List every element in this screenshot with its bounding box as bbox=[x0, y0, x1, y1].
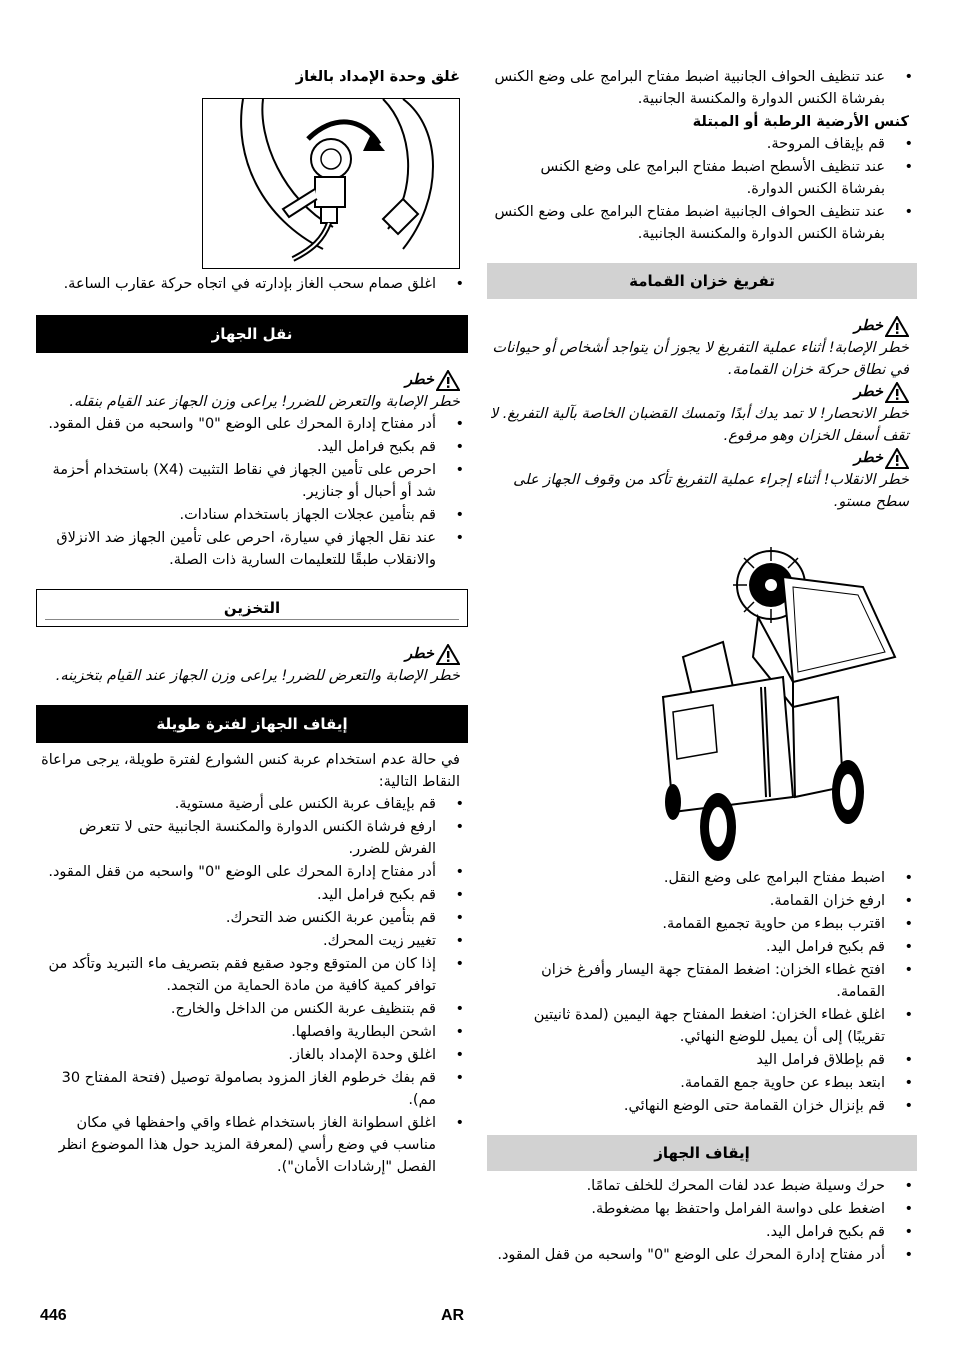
list-item: • افتح غطاء الخزان: اضغط المفتاح جهة اليسار وأفرغ خزان القمامة. bbox=[493, 959, 885, 1003]
transport-warning-title bbox=[36, 369, 468, 391]
list-item: • اشحن البطارية وافصلها. bbox=[42, 1021, 436, 1043]
gas-close-list bbox=[36, 273, 468, 295]
empty-warning-title-2 bbox=[487, 381, 917, 403]
empty-warning-text-3: خطر الانقلاب! أثناء إجراء عملية التفريغ تأكد من وقوف الجهاز على سطح مستو. bbox=[513, 472, 909, 510]
storage-warning-text: خطر الإصابة والتعرض للضرر! يراعى وزن الجهاز عند القيام بتخزينه. bbox=[55, 668, 460, 684]
language-code: AR bbox=[441, 1307, 465, 1324]
list-item: • تغيير زيت المحرك. bbox=[42, 930, 436, 952]
list-item: • قم بكبح فرامل اليد. bbox=[493, 936, 885, 958]
list-item: • قم بكبح فرامل اليد. bbox=[42, 436, 436, 458]
page-number: 446 bbox=[40, 1307, 67, 1324]
list-item: • اغلق غطاء الخزان: اضغط المفتاح جهة اليمين (لمدة ثانيتين تقريبًا) إلى أن يميل للوضع النهائي. bbox=[493, 1004, 885, 1048]
list-item: • قم بكبح فرامل اليد. bbox=[42, 884, 436, 906]
transport-section-header bbox=[36, 315, 468, 353]
warning-triangle-icon bbox=[885, 448, 909, 469]
empty-warning-title-3 bbox=[487, 447, 917, 469]
empty-warning-title-1 bbox=[487, 315, 917, 337]
warning-label: خطر bbox=[854, 450, 883, 466]
gas-valve-illustration bbox=[202, 98, 460, 269]
storage-section-header bbox=[36, 589, 468, 627]
list-item: • إذا كان من المتوقع وجود صقيع فقم بتصريف ماء التبريد وتأكد من توافر كمية كافية من مادة الحماية من التجمد. bbox=[42, 953, 436, 997]
section-title: نقل الجهاز bbox=[211, 325, 293, 343]
list-item: • قم بإطلاق فرامل اليد bbox=[493, 1049, 885, 1071]
empty-warning-text-1: خطر الإصابة! أثناء عملية التفريغ لا يجوز أن يتواجد أشخاص أو حيوانات في نطاق حركة خزان القمامة. bbox=[492, 340, 909, 378]
shutdown-list bbox=[36, 793, 468, 1178]
gas-close-title: غلق وحدة الإمداد بالغاز bbox=[295, 69, 460, 85]
list-item: • قم بإنزال خزان القمامة حتى الوضع النهائي. bbox=[493, 1095, 885, 1117]
warning-triangle-icon bbox=[885, 316, 909, 337]
empty-warning-text-2: خطر الانحصار! لا تمد يدك أبدًا وتمسك القضبان الخاصة بآلية التفريغ. لا تقف أسفل الخزان وهو مرفوع. bbox=[489, 406, 909, 444]
list-item: • حرك وسيلة ضبط عدد لفات المحرك للخلف تمامًا. bbox=[493, 1175, 885, 1197]
warning-label: خطر bbox=[854, 384, 883, 400]
list-item: • قم بإيقاف عربة الكنس على أرضية مستوية. bbox=[42, 793, 436, 815]
list-item: • عند تنظيف الحواف الجانبية اضبط مفتاح البرامج على وضع الكنس بفرشاة الكنس الدوارة والمكنسة الجانبية. bbox=[493, 66, 885, 110]
shutdown-intro: في حالة عدم استخدام عربة كنس الشوارع لفترة طويلة، يرجى مراعاة النقاط التالية: bbox=[41, 752, 460, 790]
list-item: • قم بتأمين عجلات الجهاز باستخدام سنادات. bbox=[42, 504, 436, 526]
empty-hopper-section-header bbox=[487, 263, 917, 299]
warning-label: خطر bbox=[405, 646, 434, 662]
list-item: • ارفع خزان القمامة. bbox=[493, 890, 885, 912]
list-item: • أدر مفتاح إدارة المحرك على الوضع "0" واسحبه من قفل المقود. bbox=[42, 861, 436, 883]
stop-list bbox=[487, 1175, 917, 1266]
list-item: • أدر مفتاح إدارة المحرك على الوضع "0" واسحبه من قفل المقود. bbox=[493, 1244, 885, 1266]
list-item: • عند تنظيف الحواف الجانبية اضبط مفتاح البرامج على وضع الكنس بفرشاة الكنس الدوارة والمكنسة الجانبية. bbox=[493, 201, 885, 245]
list-item: • قم بتنظيف عربة الكنس من الداخل والخارج. bbox=[42, 998, 436, 1020]
empty-hopper-list bbox=[487, 867, 917, 1117]
transport-list bbox=[36, 413, 468, 571]
warning-triangle-icon bbox=[885, 382, 909, 403]
right-column bbox=[487, 66, 917, 1267]
sweeper-illustration bbox=[643, 547, 901, 867]
list-item: • اقترب ببطء من حاوية تجميع القمامة. bbox=[493, 913, 885, 935]
warning-triangle-icon bbox=[436, 370, 460, 391]
list-item: • قم بتأمين عربة الكنس ضد التحرك. bbox=[42, 907, 436, 929]
list-item: • اغلق اسطوانة الغاز باستخدام غطاء واقي واحفظها في مكان مناسب في وضع رأسي (لمعرفة المزيد حول هذا الموضوع انظر الفصل "إرشادات الأمان"). bbox=[42, 1112, 436, 1178]
list-item: • اغلق وحدة الإمداد بالغاز. bbox=[42, 1044, 436, 1066]
wet-floor-title: كنس الأرضية الرطبة أو المبتلة bbox=[692, 114, 909, 130]
list-item: • اضغط على دواسة الفرامل واحتفظ بها مضغوطة. bbox=[493, 1198, 885, 1220]
list-item: • أدر مفتاح إدارة المحرك على الوضع "0" واسحبه من قفل المقود. bbox=[42, 413, 436, 435]
stop-section-header bbox=[487, 1135, 917, 1171]
section-title: إيقاف الجهاز لفترة طويلة bbox=[156, 715, 348, 733]
section-title: تفريغ خزان القمامة bbox=[629, 272, 775, 290]
warning-label: خطر bbox=[854, 318, 883, 334]
list-item: • قم بفك خرطوم الغاز المزود بصامولة توصيل (فتحة المفتاح 30 مم). bbox=[42, 1067, 436, 1111]
list-item: • اضبط مفتاح البرامج على وضع النقل. bbox=[493, 867, 885, 889]
top-list bbox=[487, 66, 917, 110]
list-item: • ابتعد ببطء عن حاوية جمع القمامة. bbox=[493, 1072, 885, 1094]
warning-label: خطر bbox=[405, 372, 434, 388]
section-title: إيقاف الجهاز bbox=[654, 1144, 750, 1162]
list-item: • احرص على تأمين الجهاز في نقاط التثبيت (X4) باستخدام أحزمة شد أو أحبال أو جنازير. bbox=[42, 459, 436, 503]
wet-floor-list bbox=[487, 133, 917, 245]
gas-valve-drawing bbox=[203, 99, 459, 268]
storage-warning-title bbox=[36, 643, 468, 665]
left-column bbox=[36, 66, 468, 1179]
sweeper-hopper-drawing bbox=[643, 547, 901, 867]
transport-warning-text: خطر الإصابة والتعرض للضرر! يراعى وزن الجهاز عند القيام بنقله. bbox=[69, 394, 460, 410]
list-item: • قم بكبح فرامل اليد. bbox=[493, 1221, 885, 1243]
list-item: • ارفع فرشاة الكنس الدوارة والمكنسة الجانبية حتى لا تتعرض الفرش للضرر. bbox=[42, 816, 436, 860]
section-title: التخزين bbox=[223, 599, 281, 617]
list-item: • اغلق صمام سحب الغاز بإدارته في اتجاه حركة عقارب الساعة. bbox=[42, 273, 436, 295]
warning-triangle-icon bbox=[436, 644, 460, 665]
shutdown-section-header bbox=[36, 705, 468, 743]
list-item: • عند نقل الجهاز في سيارة، احرص على تأمين الجهاز ضد الانزلاق والانقلاب طبقًا للتعليمات السارية ذات الصلة. bbox=[42, 527, 436, 571]
list-item: • قم بإيقاف المروحة. bbox=[493, 133, 885, 155]
list-item: • عند تنظيف الأسطح اضبط مفتاح البرامج على وضع الكنس بفرشاة الكنس الدوارة. bbox=[493, 156, 885, 200]
